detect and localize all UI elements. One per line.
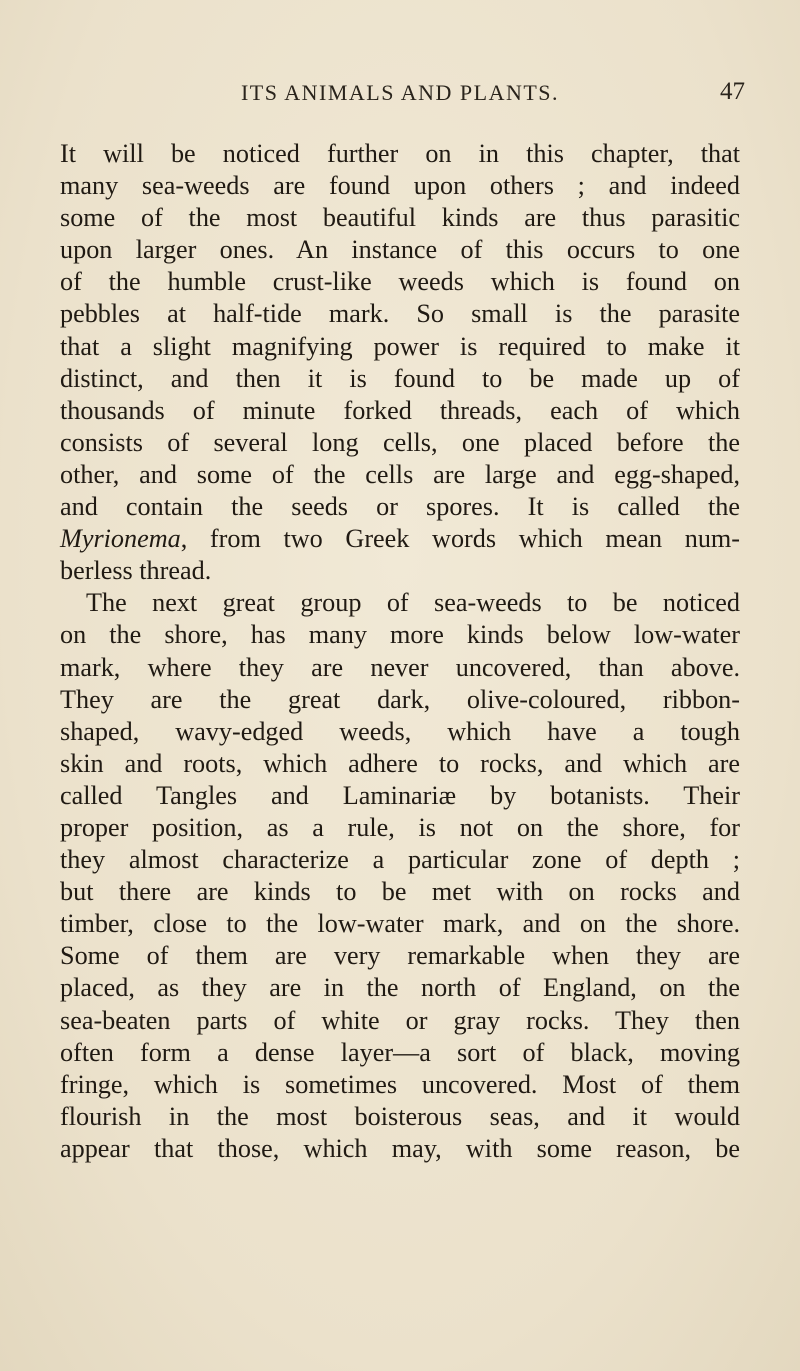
body-text <box>60 138 740 1165</box>
text-line: other, and some of the cells are large and egg-shaped, <box>60 459 740 489</box>
text-line: many sea-weeds are found upon others ; and indeed <box>60 171 740 201</box>
running-head <box>0 78 800 112</box>
text-line: thousands of minute forked threads, each of which <box>60 395 740 425</box>
text-line: consists of several long cells, one placed before the <box>60 427 740 457</box>
text-line: flourish in the most boisterous seas, and it would <box>60 1101 740 1131</box>
text-line: that a slight magnifying power is required to make it <box>60 331 740 361</box>
text-line: skin and roots, which adhere to rocks, and which are <box>60 748 740 778</box>
text-run: , from two Greek words which mean num- <box>180 524 740 554</box>
text-line: they almost characterize a particular zone of depth ; <box>60 845 740 875</box>
text-line: They are the great dark, olive-coloured, ribbon- <box>60 684 740 714</box>
text-line: fringe, which is sometimes uncovered. Most of them <box>60 1069 740 1099</box>
text-line: distinct, and then it is found to be made up of <box>60 363 740 393</box>
text-line: mark, where they are never uncovered, than above. <box>60 652 740 682</box>
text-line: berless thread. <box>60 556 212 586</box>
text-line: called Tangles and Laminariæ by botanists. Their <box>60 780 740 810</box>
text-line: upon larger ones. An instance of this occurs to one <box>60 235 740 265</box>
italic-genus-name: Myrionema <box>60 524 181 554</box>
text-line: some of the most beautiful kinds are thus parasitic <box>60 203 740 233</box>
text-line: on the shore, has many more kinds below low-water <box>60 620 740 650</box>
text-line: of the humble crust-like weeds which is found on <box>60 267 740 297</box>
text-line: but there are kinds to be met with on rocks and <box>60 877 740 907</box>
text-line: Some of them are very remarkable when they are <box>60 941 740 971</box>
text-line <box>60 523 740 555</box>
text-line: It will be noticed further on in this chapter, that <box>60 139 740 168</box>
text-line: and contain the seeds or spores. It is called the <box>60 492 740 522</box>
text-line: timber, close to the low-water mark, and on the shore. <box>60 909 740 939</box>
text-line: placed, as they are in the north of England, on the <box>60 973 740 1003</box>
running-title: ITS ANIMALS AND PLANTS. <box>240 80 560 105</box>
text-line: appear that those, which may, with some reason, be <box>60 1133 740 1163</box>
page-number: 47 <box>720 78 745 105</box>
text-line: often form a dense layer—a sort of black, moving <box>60 1037 740 1067</box>
text-line: sea-beaten parts of white or gray rocks. They then <box>60 1005 740 1035</box>
text-line: pebbles at half-tide mark. So small is the parasite <box>60 299 740 329</box>
text-line: shaped, wavy-edged weeds, which have a tough <box>60 716 740 746</box>
text-line: The next great group of sea-weeds to be noticed <box>86 588 740 618</box>
text-line: proper position, as a rule, is not on the shore, for <box>60 812 740 842</box>
